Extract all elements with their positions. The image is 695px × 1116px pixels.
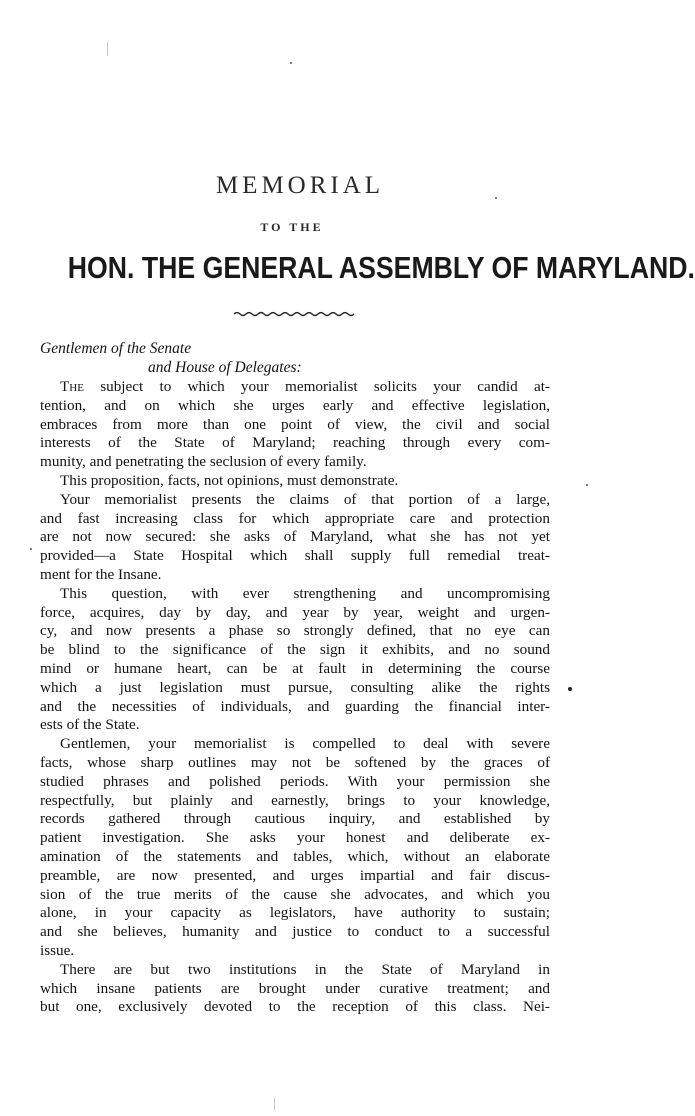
text-line: are not now secured: she asks of Maryland, what she has not yet <box>40 528 550 546</box>
text-line: The subject to which your memorialist solicits your candid at- <box>60 378 550 395</box>
text-line: This proposition, facts, not opinions, must demonstrate. <box>60 471 399 489</box>
ink-speck <box>586 484 588 486</box>
memorial-body <box>40 378 550 1017</box>
page-subtitle: TO THE <box>260 220 324 234</box>
text-line: studied phrases and polished periods. With your permission she <box>40 772 550 790</box>
page-heading: HON. THE GENERAL ASSEMBLY OF MARYLAND. <box>67 250 695 285</box>
ink-speck <box>290 62 292 64</box>
margin-mark <box>274 1098 275 1110</box>
text-line: which a just legislation must pursue, consulting alike the rights <box>40 678 550 696</box>
text-line: cy, and now presents a phase so strongly defined, that no eye can <box>40 622 550 640</box>
text-line: amination of the statements and tables, which, without an elaborate <box>40 847 550 865</box>
text-line: force, acquires, day by day, and year by year, weight and urgen- <box>40 603 550 621</box>
text-line: mind or humane heart, can be at fault in determining the course <box>40 659 550 677</box>
text-line: facts, whose sharp outlines may not be softened by the graces of <box>40 753 550 771</box>
text-line: There are but two institutions in the State of Maryland in <box>60 960 550 978</box>
text-line: provided—a State Hospital which shall supply full remedial treat- <box>40 547 550 565</box>
salutation-line-2: and House of Delegates: <box>148 359 302 376</box>
text-line: but one, exclusively devoted to the reception of this class. Nei- <box>40 998 550 1016</box>
text-line: patient investigation. She asks your honest and deliberate ex- <box>40 829 550 847</box>
text-line: tention, and on which she urges early and effective legislation, <box>40 396 550 414</box>
margin-mark <box>107 42 108 56</box>
text-line: which insane patients are brought under curative treatment; and <box>40 979 550 997</box>
text-line: and she believes, humanity and justice to conduct to a successful <box>40 923 550 941</box>
text-line: issue. <box>40 941 75 959</box>
text-line: be blind to the significance of the sign it exhibits, and no sound <box>40 641 550 659</box>
ink-speck <box>568 687 572 691</box>
text-line: alone, in your capacity as legislators, have authority to sustain; <box>40 904 550 922</box>
text-line: preamble, are now presented, and urges impartial and fair discus- <box>40 866 550 884</box>
page-title: MEMORIAL <box>215 172 385 199</box>
text-line: This question, with ever strengthening and uncompromising <box>60 584 550 602</box>
text-line: Your memorialist presents the claims of that portion of a large, <box>60 490 550 508</box>
text-line: Gentlemen, your memorialist is compelled to deal with severe <box>60 735 550 753</box>
text-line: and fast increasing class for which appropriate care and protection <box>40 509 550 527</box>
ink-speck <box>30 548 32 550</box>
text-line: embraces from more than one point of view, the civil and social <box>40 415 550 433</box>
text-line: ment for the Insane. <box>40 565 162 583</box>
text-line: ests of the State. <box>40 716 140 734</box>
text-line: interests of the State of Maryland; reaching through every com- <box>40 434 550 452</box>
text-line: and the necessities of individuals, and guarding the financial inter- <box>40 697 550 715</box>
ornamental-divider <box>232 310 357 318</box>
text-line: munity, and penetrating the seclusion of every family. <box>40 453 367 471</box>
text-line: respectfully, but plainly and earnestly, brings to your knowledge, <box>40 791 550 809</box>
text-line: sion of the true merits of the cause she advocates, and which you <box>40 885 550 903</box>
text-line: records gathered through cautious inquiry, and established by <box>40 810 550 828</box>
salutation-line-1: Gentlemen of the Senate <box>40 340 192 357</box>
